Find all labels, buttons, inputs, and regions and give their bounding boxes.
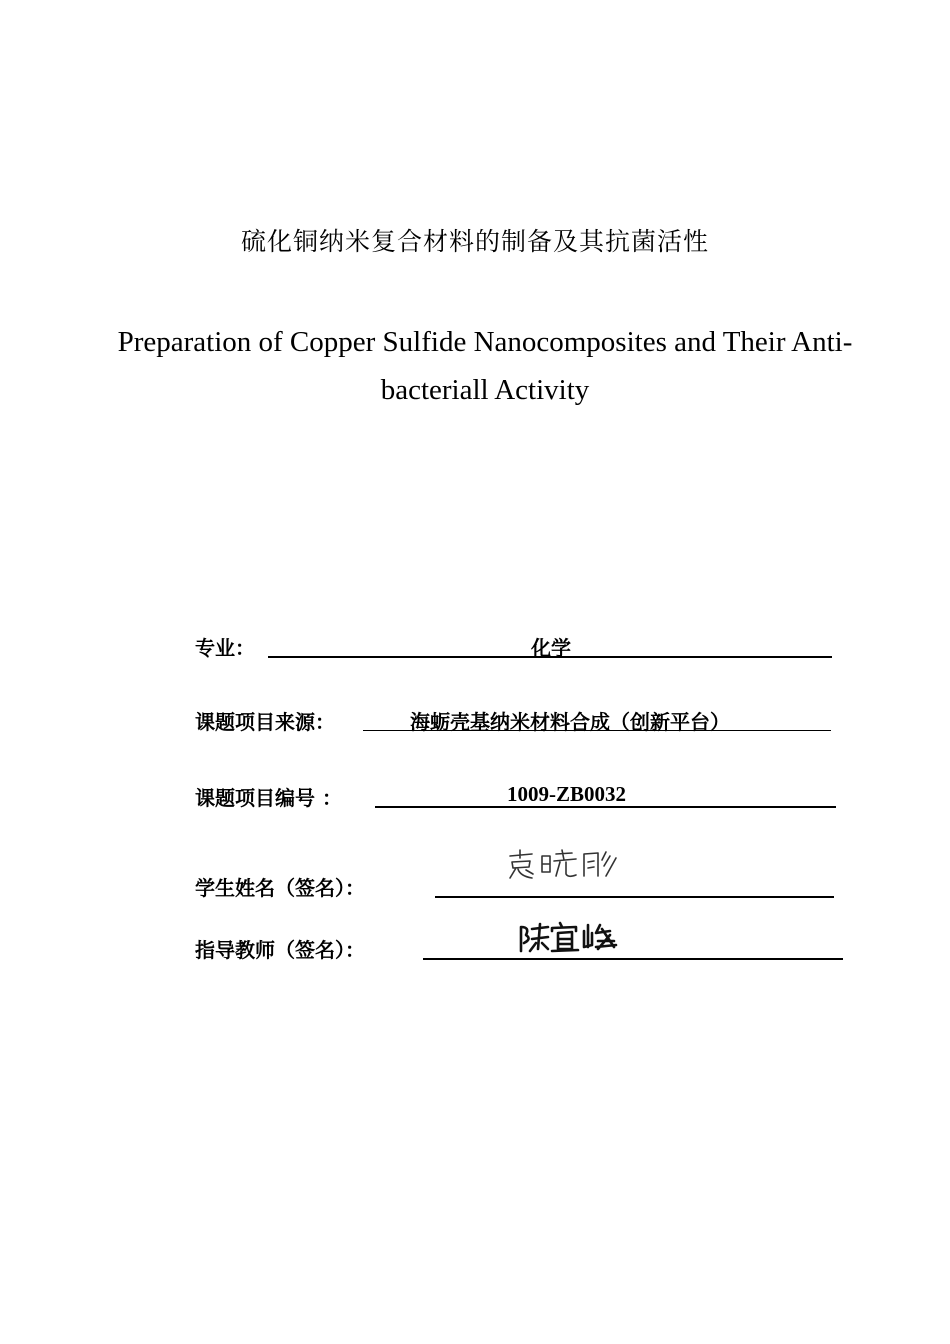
field-number-label: 课题项目编号 ： [195, 786, 342, 810]
field-source-line [363, 706, 831, 734]
field-student-label: 学生姓名（签名）： [195, 876, 365, 900]
title-english: Preparation of Copper Sulfide Nanocomposites and Their Anti-bacteriall Activity [117, 326, 853, 406]
field-number-line [375, 782, 836, 808]
field-number [195, 782, 840, 812]
field-advisor-line [423, 934, 843, 960]
field-major-line [268, 632, 832, 658]
field-source [195, 706, 835, 736]
field-student-line [435, 872, 834, 898]
field-number-value: 1009-ZB0032 [507, 782, 627, 806]
field-major-label: 专业： [195, 636, 255, 660]
field-source-value: 海蛎壳基纳米材料合成（创新平台） [410, 710, 730, 734]
advisor-signature [518, 921, 618, 955]
field-source-label: 课题项目来源： [195, 710, 335, 734]
field-advisor-label: 指导教师（签名）： [195, 938, 365, 962]
field-major-value: 化学 [531, 636, 571, 660]
field-major [195, 632, 835, 662]
title-chinese: 硫化铜纳米复合材料的制备及其抗菌活性 [240, 227, 709, 256]
student-signature [506, 848, 626, 888]
